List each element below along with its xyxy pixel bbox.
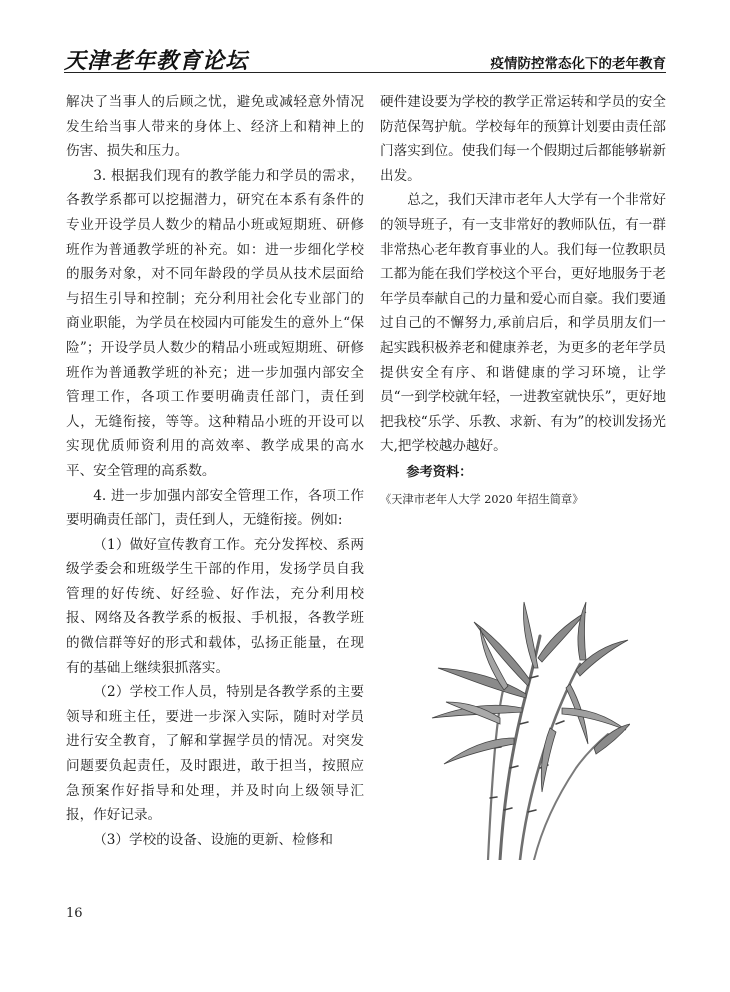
paragraph: （1）做好宣传教育工作。充分发挥校、系两级学委会和班级学生干部的作用，发扬学员自我管理的好传统、好经验、好作法，充分利用校报、网络及各教学系的板报、手机报，各教学班的微信群等好的形式和载体，弘扬正能量，在现有的基础上继续狠抓落实。 xyxy=(66,536,364,676)
header-logo: 天津老年教育论坛 xyxy=(64,48,249,74)
paragraph: 3. 根据我们现有的教学能力和学员的需求，各教学系都可以挖掘潜力，研究在本系有条件的专业开设学员人数少的精品小班或短期班、研修班作为普通教学班的补充。如：进一步细化学校的服务对象，对不同年龄段的学员从技术层面给与招生引导和控制；充分利用社会化专业部门的商业职能，为学员在校园内可能发生的意外上“保险”；开设学员人数少的精品小班或短期班、研修班作为普通教学班的补充；进一步加强内部安全管理工作，各项工作要明确责任部门，责任到人，无缝衔接，等等。这种精品小班的开设可以实现优质师资利用的高效率、教学成果的高水平、安全管理的高系数。 xyxy=(66,167,364,479)
header-rule xyxy=(64,72,666,73)
paragraph: 4. 进一步加强内部安全管理工作，各项工作要明确责任部门，责任到人，无缝衔接。例如: xyxy=(66,487,364,529)
reference-item: 《天津市老年人大学 2020 年招生简章》 xyxy=(380,492,584,506)
paragraph: （3）学校的设备、设施的更新、检修和 xyxy=(93,831,333,848)
bamboo-illustration xyxy=(430,598,630,860)
right-column xyxy=(380,90,666,510)
paragraph: 解决了当事人的后顾之忧，避免或减轻意外情况发生给当事人带来的身体上、经济上和精神上的伤害、损失和压力。 xyxy=(66,94,364,160)
paragraph: （2）学校工作人员，特别是各教学系的主要领导和班主任，要进一步深入实际，随时对学员进行安全教育，了解和掌握学员的情况。对突发问题要负起责任，及时跟进，敢于担当，按照应急预案作好指导和处理，并及时向上级领导汇报，作好记录。 xyxy=(66,684,364,824)
page-number: 16 xyxy=(66,906,83,921)
paragraph: 硬件建设要为学校的教学正常运转和学员的安全防范保驾护航。学校每年的预算计划要由责任部门落实到位。使我们每一个假期过后都能够崭新出发。 xyxy=(380,94,666,184)
paragraph: 总之，我们天津市老年人大学有一个非常好的领导班子，有一支非常好的教师队伍，有一群非常热心老年教育事业的人。我们每一位教职员工都为能在我们学校这个平台，更好地服务于老年学员奉献自己的力量和爱心而自豪。我们要通过自己的不懈努力,承前启后，和学员朋友们一起实践积极养老和健康养老，为更多的老年学员提供安全有序、和谐健康的学习环境，让学员“一到学校就年轻，一进教室就快乐”，更好地把我校“乐学、乐教、求新、有为”的校训发扬光大,把学校越办越好。 xyxy=(380,192,666,455)
header-section-title: 疫情防控常态化下的老年教育 xyxy=(490,56,666,72)
left-column xyxy=(66,90,364,852)
references-heading: 参考资料： xyxy=(406,464,473,480)
